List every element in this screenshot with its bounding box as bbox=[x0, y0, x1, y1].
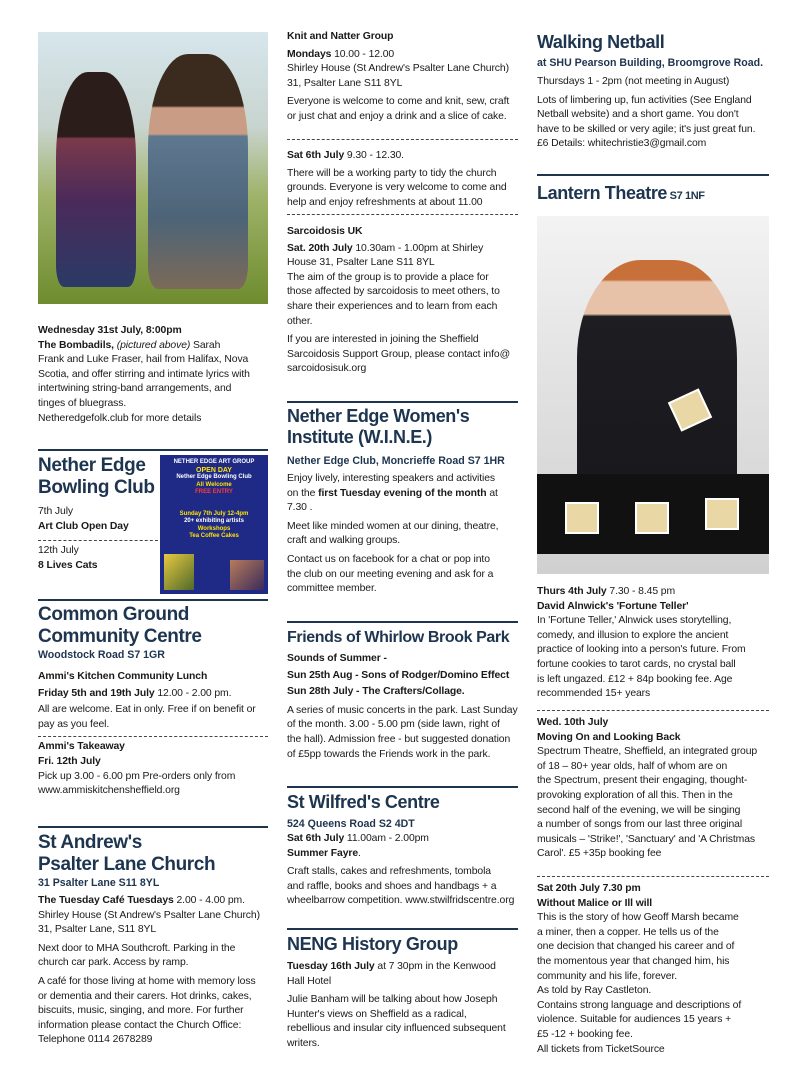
lantern-e1-line: fortune cookies to tarot cards, no crystal ball bbox=[537, 658, 736, 670]
bombadils-line: tinges of bluegrass. bbox=[38, 397, 127, 409]
sarcoidosis-line: other. bbox=[287, 315, 313, 327]
bowling-heading: Bowling Club bbox=[38, 477, 155, 498]
bombadils-date: Wednesday 31st July, 8:00pm bbox=[38, 325, 182, 336]
lunch-time: 12.00 - 2.00 pm. bbox=[154, 687, 232, 699]
lantern-e2-line: Spectrum Theatre, Sheffield, an integrated group bbox=[537, 746, 758, 758]
knit-line: Everyone is welcome to come and knit, sew, craft bbox=[287, 96, 510, 108]
working-party-section bbox=[287, 149, 518, 210]
netball-line: have to be skilled or very agile; it's just great fun. bbox=[537, 123, 756, 135]
sarcoidosis-line: those affected by sarcoidosis to meet others, to bbox=[287, 286, 500, 298]
lantern-e3-line: This is the story of how Geoff Marsh became bbox=[537, 912, 739, 924]
sarcoidosis-line: share their experiences and to learn from each bbox=[287, 300, 498, 312]
bowling-date-1: 7th July bbox=[38, 506, 74, 517]
bombadils-title: The Bombadils, bbox=[38, 339, 114, 351]
st-andrews-address: 31 Psalter Lane S11 8YL bbox=[38, 877, 160, 889]
st-wilfreds-line: Craft stalls, cakes and refreshments, tombola bbox=[287, 866, 491, 878]
flyer-text: Sunday 7th July 12-4pm bbox=[179, 510, 249, 517]
takeaway-title: Ammi's Takeaway bbox=[38, 741, 125, 753]
divider bbox=[287, 139, 518, 140]
bombadils-line: Scotia, and offer stirring and intimate lyrics with bbox=[38, 368, 250, 380]
divider bbox=[287, 214, 518, 215]
tarot-card bbox=[705, 498, 739, 530]
lantern-e3-line: Contains strong language and descriptions of bbox=[537, 999, 742, 1011]
bombadils-event bbox=[38, 324, 268, 426]
flyer-artwork bbox=[230, 560, 264, 590]
tarot-card bbox=[565, 502, 599, 534]
st-andrews-heading: St Andrew's bbox=[38, 832, 142, 853]
lantern-e1-line: recommended 15+ years bbox=[537, 688, 651, 700]
knit-line: 31, Psalter Lane S11 8YL bbox=[287, 77, 403, 89]
st-wilfreds-event: Summer Fayre bbox=[287, 847, 358, 859]
wine-address: Nether Edge Club, Moncrieffe Road S7 1HR bbox=[287, 455, 505, 467]
netball-line: Thursdays 1 - 2pm (not meeting in August) bbox=[537, 76, 730, 87]
netball-heading: Walking Netball bbox=[537, 32, 665, 52]
lantern-e3-line: violence. Suitable for audiences 15 years + bbox=[537, 1014, 732, 1026]
lantern-e1-line: is left ungazed. £12 + 84p booking fee. Age bbox=[537, 673, 733, 685]
netball-address: at SHU Pearson Building, Broomgrove Road. bbox=[537, 57, 764, 69]
st-wilfreds-address: 524 Queens Road S2 4DT bbox=[287, 818, 415, 830]
lantern-e3-line: the momentous year that changed him, his bbox=[537, 955, 730, 967]
common-ground-heading: Common Ground bbox=[38, 604, 190, 625]
bombadils-line: intertwining string-band arrangements, and bbox=[38, 383, 232, 395]
performer-figure bbox=[577, 260, 737, 505]
st-andrews-phone: Telephone 0114 2678289 bbox=[38, 1034, 153, 1046]
lantern-e2-line: of 18 – 80+ year olds, half of whom are on bbox=[537, 760, 728, 772]
lantern-e3-line: All tickets from TicketSource bbox=[537, 1043, 665, 1055]
bombadils-note: (pictured above) bbox=[113, 339, 191, 351]
st-andrews-line: A café for those living at home with memory loss bbox=[38, 975, 256, 987]
sarcoidosis-line: House 31, Psalter Lane S11 8YL bbox=[287, 257, 435, 269]
lantern-e2-line: provoking exploration of all this. Then in the bbox=[537, 789, 733, 801]
neng-when: Tuesday 16th July bbox=[287, 961, 375, 972]
working-party-when: Sat 6th July bbox=[287, 150, 345, 161]
st-andrews-line: church car park. Access by ramp. bbox=[38, 957, 189, 969]
divider bbox=[38, 599, 268, 601]
lunch-title: Ammi's Kitchen Community Lunch bbox=[38, 671, 208, 682]
flyer-text: OPEN DAY bbox=[196, 466, 232, 474]
knit-when: Mondays bbox=[287, 48, 332, 60]
netball-line: Netball website) and a short game. You don't bbox=[537, 109, 739, 121]
lantern-e3-line: a miner, then a copper. He tells us of the bbox=[537, 926, 719, 938]
art-group-flyer bbox=[160, 455, 268, 594]
netball-line: Lots of limbering up, fun activities (See England bbox=[537, 94, 752, 106]
whirlow-sub: Sounds of Summer - bbox=[287, 653, 387, 664]
lantern-e2-line: a number of songs from our last three original bbox=[537, 819, 743, 831]
st-andrews-line: or dementia and their carers. Hot drinks, cakes, bbox=[38, 990, 252, 1002]
common-ground-heading: Community Centre bbox=[38, 626, 202, 647]
wine-line: craft and walking groups. bbox=[287, 535, 401, 547]
working-party-line: grounds. Everyone is very welcome to come and bbox=[287, 182, 507, 194]
lantern-event-3 bbox=[537, 882, 769, 1057]
lunch-when: Friday 5th and 19th July bbox=[38, 687, 155, 699]
st-wilfreds-heading: St Wilfred's Centre bbox=[287, 792, 440, 812]
wine-line: Meet like minded women at our dining, theatre, bbox=[287, 520, 499, 532]
cafe-title: The Tuesday Café Tuesdays bbox=[38, 895, 174, 906]
whirlow-heading: Friends of Whirlow Brook Park bbox=[287, 629, 510, 646]
lantern-e1-time: 7.30 - 8.45 pm bbox=[606, 586, 676, 597]
sarcoidosis-email[interactable]: sarcoidosisuk.org bbox=[287, 363, 367, 375]
netball-email[interactable]: £6 Details: whitechristie3@gmail.com bbox=[537, 138, 707, 150]
whirlow-sub: Sun 25th Aug - Sons of Rodger/Domino Effect bbox=[287, 669, 510, 681]
st-wilfreds-line: and raffle, books and shoes and handbags + a bbox=[287, 880, 497, 892]
st-andrews-section bbox=[38, 832, 268, 1048]
lantern-e1-line: In 'Fortune Teller,' Alnwick uses storytelling, bbox=[537, 615, 732, 627]
wine-line: Contact us on facebook for a chat or pop into bbox=[287, 553, 490, 565]
working-party-time: 9.30 - 12.30. bbox=[344, 150, 404, 161]
lunch-text: All are welcome. Eat in only. Free if on benefit or bbox=[38, 704, 256, 716]
divider bbox=[537, 876, 769, 877]
neng-line: Hall Hotel bbox=[287, 975, 332, 987]
sarcoidosis-time: 10.30am - 1.00pm at Shirley bbox=[352, 242, 484, 254]
bombadils-photo bbox=[38, 32, 268, 304]
divider bbox=[38, 540, 163, 541]
sarcoidosis-title: Sarcoidosis UK bbox=[287, 226, 363, 237]
whirlow-sub: Sun 28th July - The Crafters/Collage. bbox=[287, 686, 465, 698]
whirlow-line: of £5pp towards the Friends work in the park. bbox=[287, 748, 491, 760]
neng-line: Hunter's views on Sheffield as a radical, bbox=[287, 1008, 467, 1020]
lantern-e2-title: Moving On and Looking Back bbox=[537, 731, 681, 743]
divider bbox=[287, 401, 518, 403]
lantern-postcode: S7 1NF bbox=[667, 190, 705, 202]
divider bbox=[38, 449, 268, 451]
flyer-text: Nether Edge Bowling Club bbox=[176, 474, 252, 480]
sarcoidosis-line: The aim of the group is to provide a place for bbox=[287, 271, 489, 283]
woman-figure bbox=[56, 72, 136, 287]
takeaway-link[interactable]: www.ammiskitchensheffield.org bbox=[38, 785, 180, 797]
neng-line: writers. bbox=[287, 1037, 320, 1049]
lantern-e3-line: one decision that changed his career and of bbox=[537, 941, 735, 953]
common-ground-section bbox=[38, 604, 268, 799]
cafe-time: 2.00 - 4.00 pm. bbox=[173, 895, 245, 906]
neng-heading: NENG History Group bbox=[287, 934, 458, 954]
bombadils-link[interactable]: Netheredgefolk.club for more details bbox=[38, 412, 202, 424]
lantern-e3-when: Sat 20th July 7.30 pm bbox=[537, 883, 641, 894]
divider bbox=[537, 710, 769, 711]
knit-time: 10.00 - 12.00 bbox=[331, 48, 395, 60]
neng-time: at 7 30pm in the Kenwood bbox=[374, 961, 496, 972]
lantern-e1-when: Thurs 4th July bbox=[537, 586, 607, 597]
neng-line: Julie Banham will be talking about how Joseph bbox=[287, 994, 498, 1006]
common-ground-address: Woodstock Road S7 1GR bbox=[38, 649, 165, 661]
takeaway-text: Pick up 3.00 - 6.00 pm Pre-orders only from bbox=[38, 770, 236, 782]
wine-heading: Institute (W.I.N.E.) bbox=[287, 427, 432, 447]
wine-line: 7.30 . bbox=[287, 502, 313, 514]
bowling-section bbox=[38, 455, 163, 573]
working-party-line: There will be a working party to tidy the church bbox=[287, 167, 497, 179]
sarcoidosis-when: Sat. 20th July bbox=[287, 242, 353, 254]
flyer-text: Workshops bbox=[197, 525, 231, 532]
bowling-date-2: 12th July bbox=[38, 545, 79, 557]
flyer-text: NETHER EDGE ART GROUP bbox=[173, 459, 255, 465]
wine-line: on the bbox=[287, 487, 319, 499]
st-wilfreds-section bbox=[287, 792, 518, 909]
flyer-text: Tea Coffee Cakes bbox=[189, 533, 239, 539]
lantern-event-1 bbox=[537, 585, 769, 702]
man-figure bbox=[148, 54, 248, 289]
divider bbox=[537, 174, 769, 176]
st-andrews-line: biscuits, music, singing, and more. For further bbox=[38, 1005, 244, 1017]
flyer-text: All Welcome bbox=[196, 481, 232, 488]
sarcoidosis-section bbox=[287, 225, 518, 377]
st-andrews-line: information please contact the Church Office: bbox=[38, 1019, 242, 1031]
wine-section bbox=[287, 406, 518, 597]
netball-section bbox=[537, 32, 769, 152]
divider bbox=[38, 736, 268, 737]
wine-line: Enjoy lively, interesting speakers and activities bbox=[287, 473, 496, 484]
bowling-event-1: Art Club Open Day bbox=[38, 520, 129, 532]
wine-meeting-time: first Tuesday evening of the month bbox=[318, 487, 487, 499]
lantern-e1-line: comedy, and illusion to explore the ancient bbox=[537, 629, 729, 641]
bowling-event-2: 8 Lives Cats bbox=[38, 559, 98, 571]
st-andrews-line: 31, Psalter Lane, S11 8YL bbox=[38, 924, 157, 936]
lantern-e2-line: Carol'. £5 +35p booking fee bbox=[537, 848, 662, 860]
lantern-heading: Lantern Theatre bbox=[537, 183, 668, 203]
flyer-text: FREE ENTRY bbox=[195, 489, 233, 495]
whirlow-section bbox=[287, 628, 518, 762]
bombadils-line: Frank and Luke Fraser, hail from Halifax, Nova bbox=[38, 354, 249, 366]
lantern-e2-line: second half of the evening, we will be singing bbox=[537, 804, 741, 816]
bowling-heading: Nether Edge bbox=[38, 455, 146, 476]
lantern-e2-line: musicals – 'Strike!', 'Sanctuary' and 'A Christmas bbox=[537, 833, 756, 845]
flyer-artwork bbox=[164, 554, 194, 590]
st-wilfreds-line: wheelbarrow competition. www.stwilfridscentre.org bbox=[287, 895, 515, 907]
lantern-e3-line: community and his life, forever. bbox=[537, 970, 678, 982]
divider bbox=[38, 826, 268, 828]
lantern-e2-line: the Spectrum, present their engaging, thought- bbox=[537, 775, 748, 787]
lantern-event-2 bbox=[537, 716, 769, 862]
st-andrews-line: Next door to MHA Southcroft. Parking in the bbox=[38, 942, 236, 954]
neng-line: rebellious and insular city influenced subsequent bbox=[287, 1023, 506, 1035]
whirlow-line: the hall). Admission free - but suggested donation bbox=[287, 733, 511, 745]
takeaway-date: Fri. 12th July bbox=[38, 755, 101, 767]
lunch-text: pay as you feel. bbox=[38, 718, 110, 730]
knit-line: or just chat and enjoy a drink and a slice of cake. bbox=[287, 110, 507, 122]
st-andrews-line: Shirley House (St Andrew's Psalter Lane Church) bbox=[38, 909, 260, 921]
knit-title: Knit and Natter Group bbox=[287, 31, 394, 42]
wine-line: the club on our meeting evening and ask for a bbox=[287, 568, 494, 580]
divider bbox=[287, 928, 518, 930]
knit-line: Shirley House (St Andrew's Psalter Lane Church) bbox=[287, 63, 509, 75]
lantern-e1-title: David Alnwick's 'Fortune Teller' bbox=[537, 600, 689, 612]
working-party-line: help and enjoy refreshments at about 11.00 bbox=[287, 196, 483, 208]
st-wilfreds-time: 11.00am - 2.00pm bbox=[344, 833, 429, 844]
st-andrews-heading: Psalter Lane Church bbox=[38, 854, 216, 875]
sarcoidosis-line: If you are interested in joining the Sheffield bbox=[287, 334, 479, 346]
divider bbox=[287, 786, 518, 788]
lantern-e2-when: Wed. 10th July bbox=[537, 717, 609, 728]
neng-section bbox=[287, 934, 518, 1052]
whirlow-line: of the month. 3.00 - 5.00 pm (side lawn, right of bbox=[287, 719, 500, 731]
sarcoidosis-line: Sarcoidosis Support Group, please contact info@ bbox=[287, 348, 511, 360]
bombadils-line: Sarah bbox=[193, 339, 221, 351]
lantern-e3-line: As told by Ray Castleton. bbox=[537, 985, 652, 997]
whirlow-line: A series of music concerts in the park. Last Sunday bbox=[287, 704, 518, 716]
lantern-heading-row bbox=[537, 183, 769, 204]
lantern-e1-line: practice of looking into a person's future. From bbox=[537, 644, 746, 656]
tarot-card bbox=[635, 502, 669, 534]
fortune-teller-photo bbox=[537, 216, 769, 574]
lantern-e3-line: £5 -12 + booking fee. bbox=[537, 1028, 633, 1040]
st-wilfreds-event-suffix: . bbox=[358, 847, 361, 859]
divider bbox=[287, 621, 518, 623]
wine-line: committee member. bbox=[287, 583, 377, 595]
flyer-text: 20+ exhibiting artists bbox=[184, 518, 244, 524]
lantern-e3-title: Without Malice or Ill will bbox=[537, 897, 653, 909]
st-wilfreds-when: Sat 6th July bbox=[287, 833, 345, 844]
knit-section bbox=[287, 30, 518, 125]
wine-line: at bbox=[486, 487, 498, 499]
wine-heading: Nether Edge Women's bbox=[287, 406, 470, 426]
